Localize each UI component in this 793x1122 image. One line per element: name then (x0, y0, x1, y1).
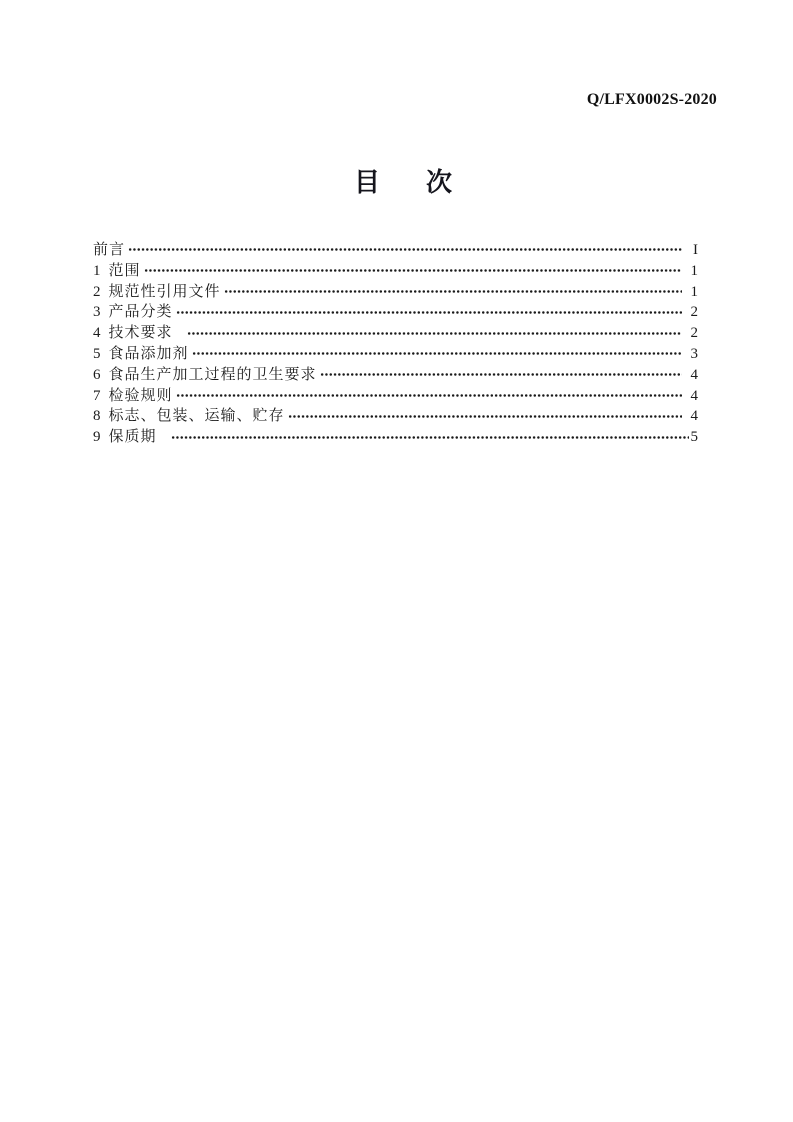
toc-entry (93, 386, 698, 407)
dot-leader (176, 392, 682, 399)
toc-entry-page: I (693, 242, 698, 258)
toc-entry-label: 规范性引用文件 (108, 283, 221, 300)
toc-entry-label: 保质期 (108, 429, 157, 446)
toc-entry-label: 检验规则 (108, 387, 173, 404)
toc-entry-label: 产品分类 (108, 304, 173, 321)
dot-leader (176, 309, 682, 316)
toc-entry-page: 1 (690, 283, 698, 300)
toc-entry-number: 8 (93, 408, 101, 425)
toc-entry-label: 技术要求 (108, 325, 173, 342)
toc-entry-number: 2 (93, 283, 101, 300)
toc-entry-label: 食品添加剂 (108, 345, 189, 362)
toc-entry-number: 7 (93, 387, 101, 404)
table-of-contents (93, 240, 698, 448)
toc-entry-page: 3 (690, 345, 698, 362)
toc-entry-number: 1 (93, 262, 101, 279)
dot-leader (320, 371, 682, 378)
toc-entry (93, 427, 698, 448)
toc-entry-page: 2 (690, 304, 698, 321)
toc-entry (93, 302, 698, 323)
dot-leader (171, 434, 689, 441)
toc-entry-page: 4 (690, 408, 698, 425)
toc-entry (93, 406, 698, 427)
toc-entry (93, 323, 698, 344)
toc-entry-label: 前言 (93, 242, 126, 258)
dot-leader (288, 413, 682, 420)
toc-entry-number: 5 (93, 345, 101, 362)
toc-entry-page: 4 (690, 366, 698, 383)
toc-entry-label: 食品生产加工过程的卫生要求 (108, 366, 317, 383)
toc-entry-number: 9 (93, 429, 101, 446)
dot-leader (224, 288, 682, 295)
toc-entry-page: 5 (690, 429, 698, 446)
toc-entry (93, 344, 698, 365)
dot-leader (187, 330, 682, 337)
toc-entry-label: 范围 (108, 262, 141, 279)
dot-leader (192, 350, 682, 357)
dot-leader (144, 267, 682, 274)
standard-code: Q/LFX0002S-2020 (586, 91, 717, 108)
toc-entry-page: 2 (690, 325, 698, 342)
toc-entry-number: 3 (93, 304, 101, 321)
toc-entry-label: 标志、包装、运输、贮存 (108, 408, 285, 425)
toc-entry-number: 4 (93, 325, 101, 342)
toc-entry (93, 282, 698, 303)
toc-entry (93, 240, 698, 261)
toc-entry-page: 1 (690, 262, 698, 279)
toc-entry-number: 6 (93, 366, 101, 383)
page-title: 目 次 (354, 167, 463, 197)
toc-entry-page: 4 (690, 387, 698, 404)
dot-leader (128, 246, 682, 253)
toc-entry (93, 365, 698, 386)
toc-entry (93, 261, 698, 282)
